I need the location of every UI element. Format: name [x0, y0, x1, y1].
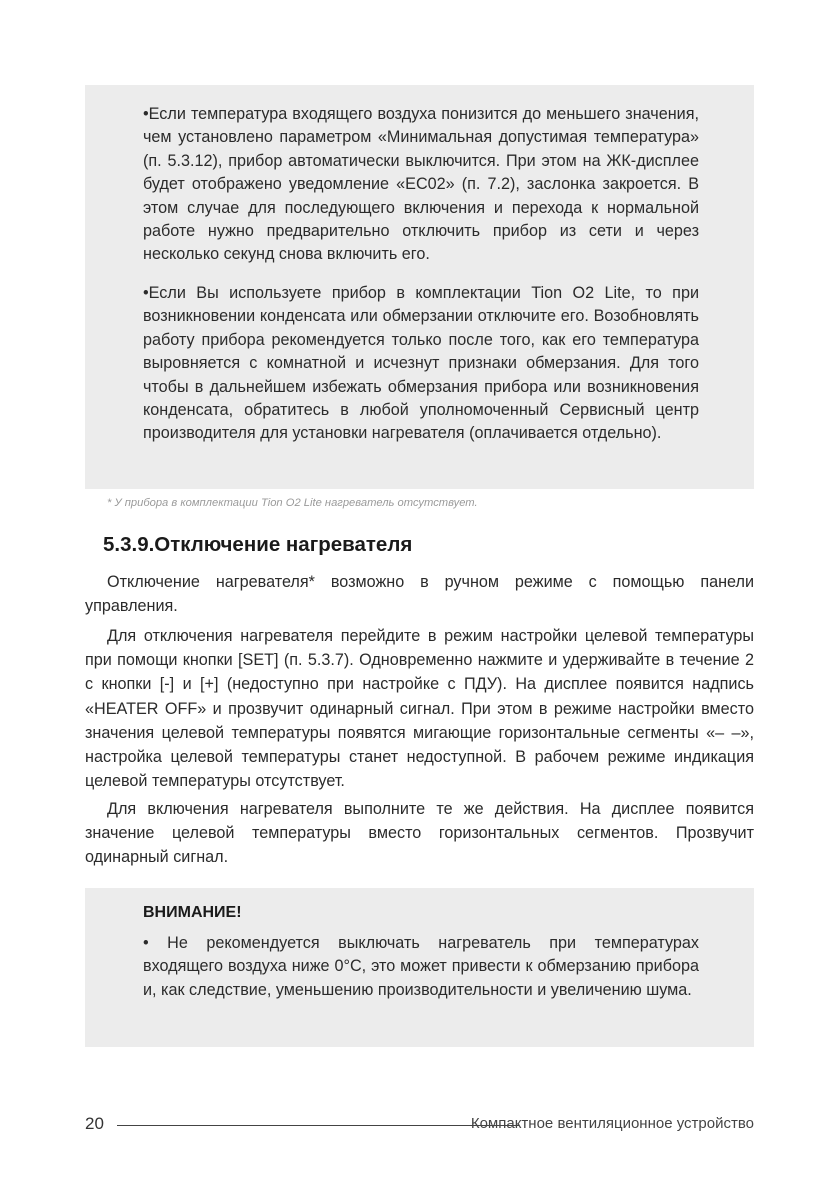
body-paragraph: Для отключения нагревателя перейдите в режим настройки целевой температуры при помощи кнопки [SET] (п. 5.3.7). Одновременно нажмите и удерживайте в течение 2 с кнопки [-] и [+] (недоступно при настройке с ПДУ). На дисплее появится надпись «HEATER OFF» и прозвучит одинарный сигнал. При этом в режиме настройки вместо значения целевой температуры появятся мигающие горизонтальные сегменты «– –», настройка целевой температуры станет недоступной. В рабочем режиме индикация целевой температуры отсутствует.: [85, 627, 754, 791]
notice-paragraph-lite: •Если Вы используете прибор в комплектации Tion O2 Lite, то при возникновении конденсата или обмерзании отключите его. Возобновлять работу прибора рекомендуется только после того, как его температура выровняется с комнатной и исчезнут признаки обмерзания. Для того чтобы в дальнейшем избежать обмерзания прибора или возникновения конденсата, обратитесь в любой уполномоченный Сервисный центр производителя для установки нагревателя (оплачивается отдельно).: [143, 284, 699, 443]
page-footer: [85, 1114, 754, 1138]
section-heading: 5.3.9.Отключение нагревателя: [103, 533, 413, 556]
notice-box: [85, 85, 754, 489]
body-paragraph: Отключение нагревателя* возможно в ручном режиме с помощью панели управления.: [85, 573, 754, 616]
footnote: * У прибора в комплектации Tion O2 Lite нагреватель отсутствует.: [107, 497, 478, 509]
notice-paragraph-low-temp: •Если температура входящего воздуха понизится до меньшего значения, чем установлено параметром «Минимальная допустимая температура» (п. 5.3.12), прибор автоматически выключится. При этом на ЖК-дисплее будет отображено уведомление «EC02» (п. 7.2), заслонка закроется. В этом случае для последующего включения и перехода к нормальной работе нужно предварительно отключить прибор из сети и через несколько секунд снова включить его.: [143, 105, 699, 264]
footer-divider: [117, 1125, 519, 1126]
warning-box: [85, 888, 754, 1047]
page-number: 20: [85, 1114, 104, 1133]
footer-title: Компактное вентиляционное устройство: [470, 1115, 754, 1132]
warning-title: ВНИМАНИЕ!: [143, 904, 242, 921]
warning-text: • Не рекомендуется выключать нагреватель при температурах входящего воздуха ниже 0°С, это может привести к обмерзанию прибора и, как следствие, уменьшению производительности и увеличению шума.: [143, 934, 699, 999]
body-paragraph: Для включения нагревателя выполните те же действия. На дисплее появится значение целевой температуры вместо горизонтальных сегментов. Прозвучит одинарный сигнал.: [85, 800, 754, 867]
